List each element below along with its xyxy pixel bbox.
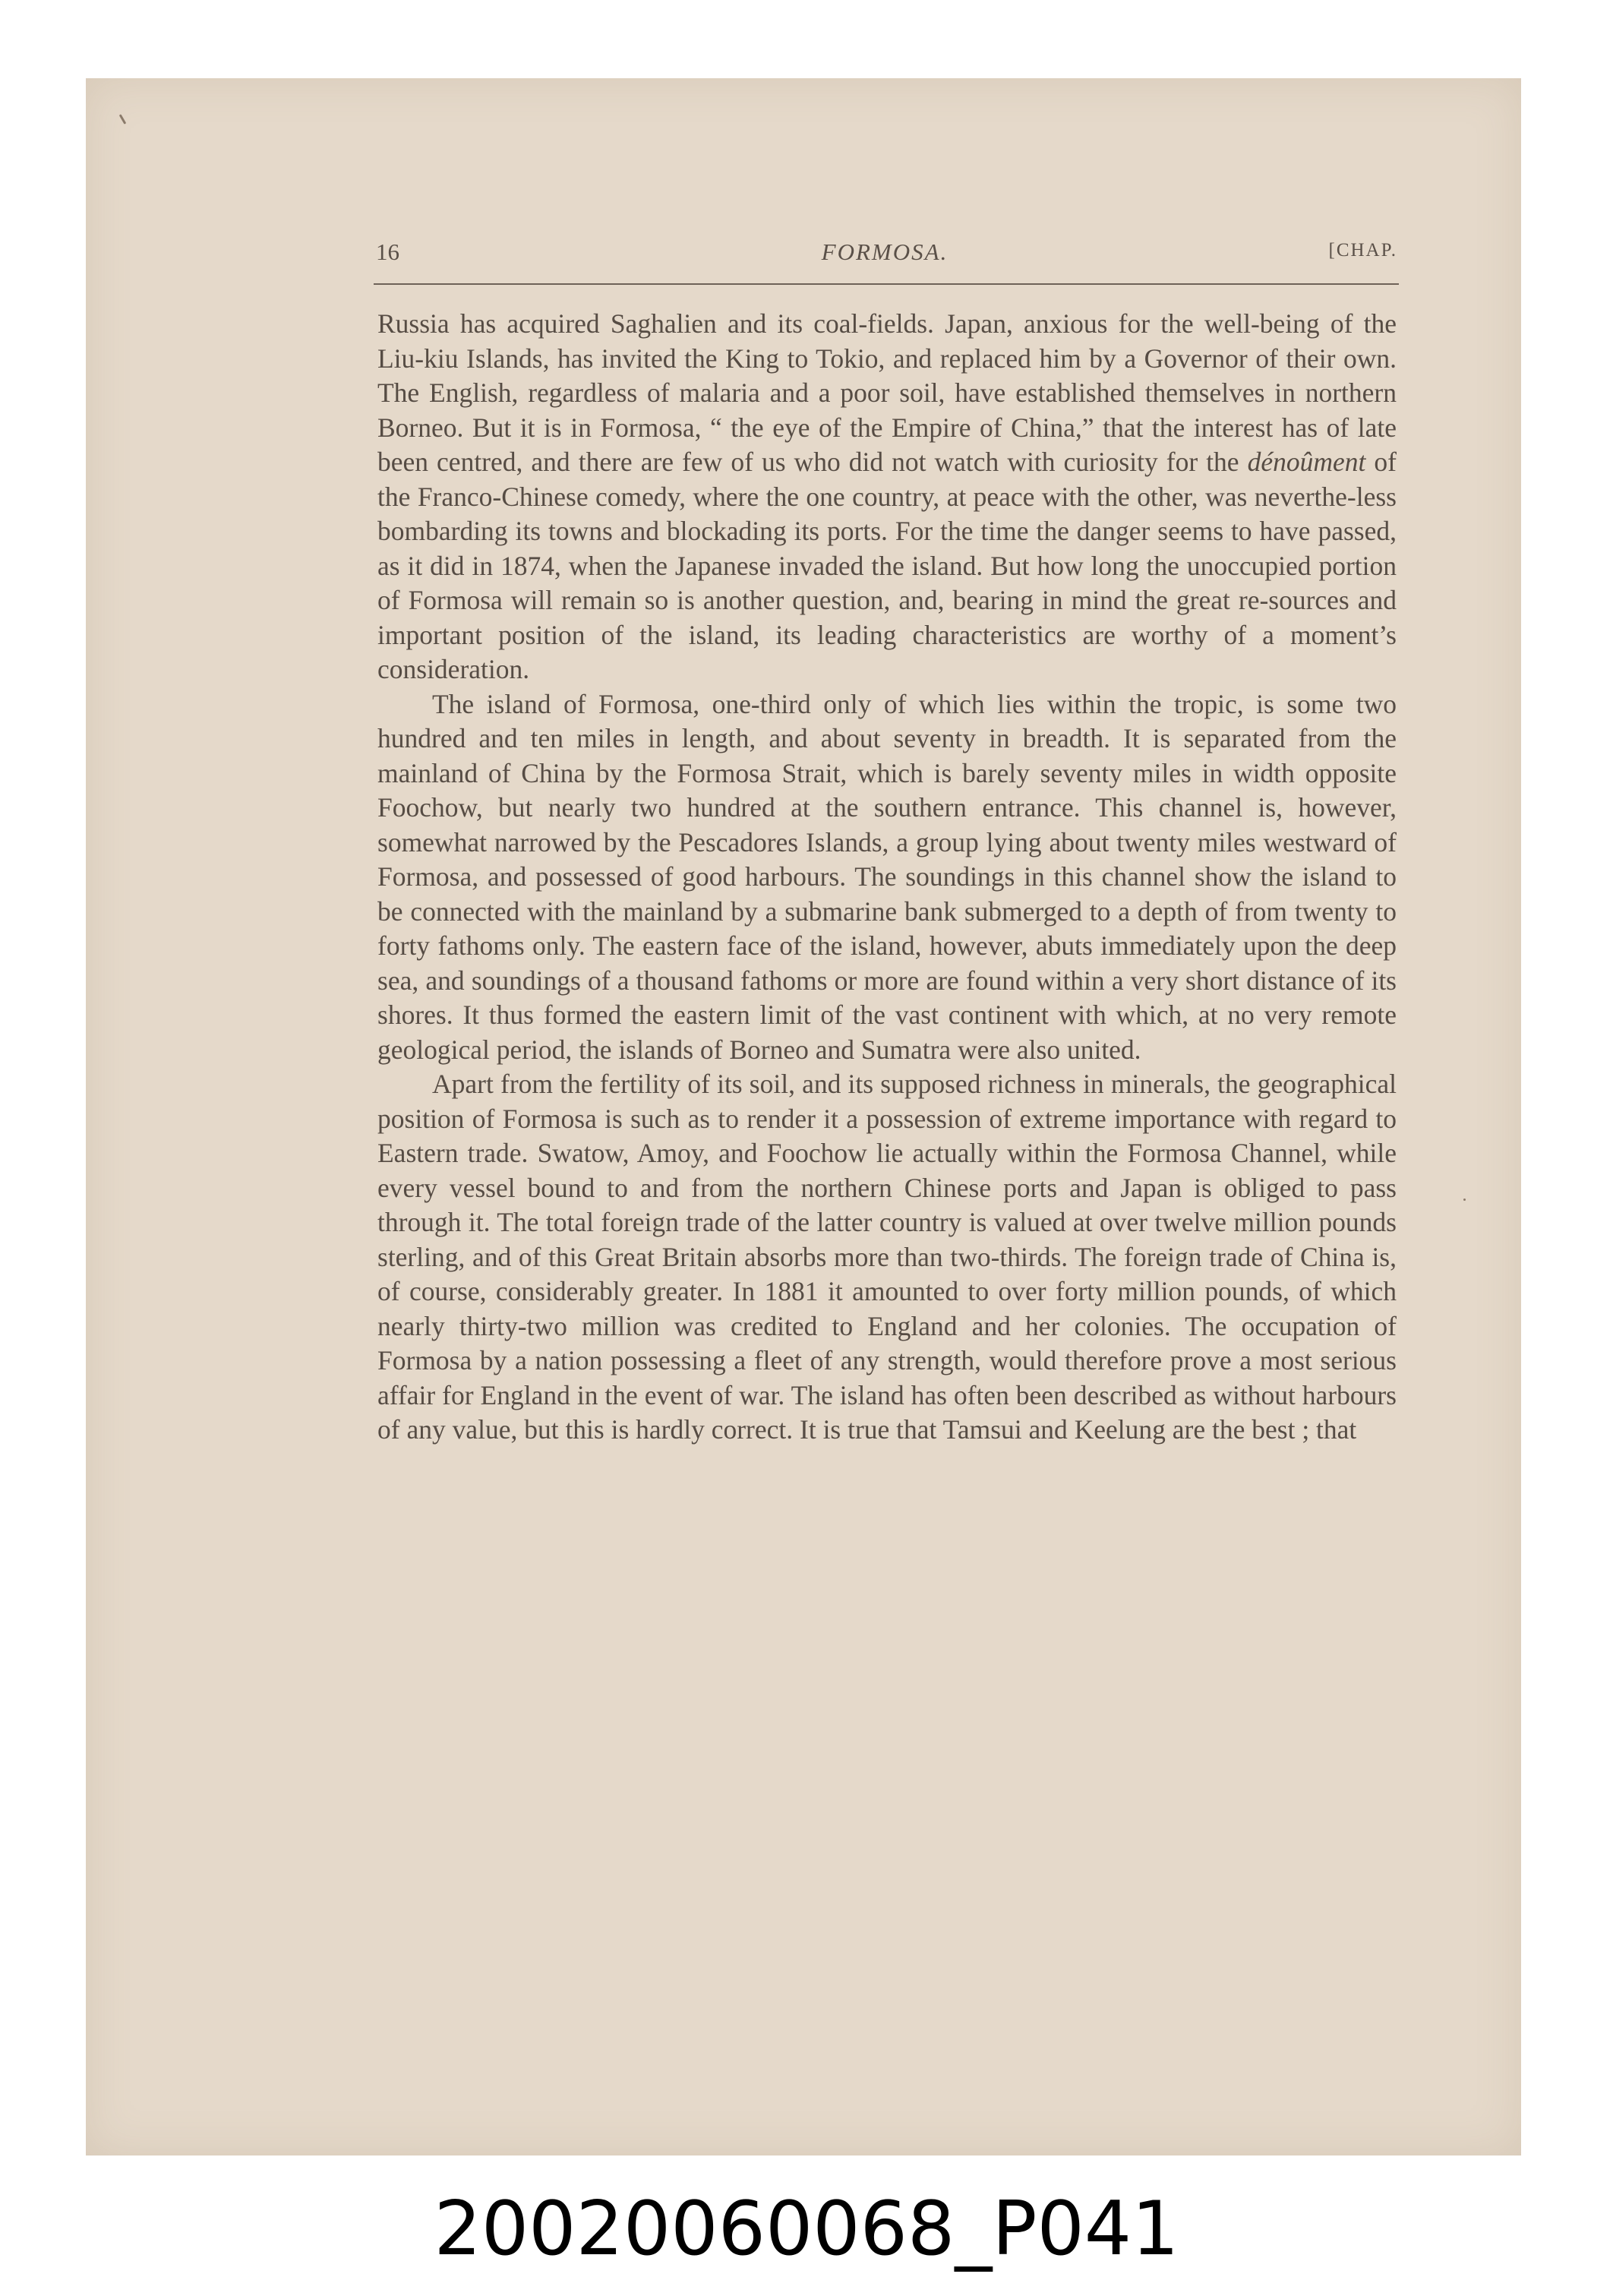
- page-number: 16: [376, 238, 399, 265]
- emphasis-denouement: dénoûment: [1247, 447, 1366, 477]
- paragraph-2: The island of Formosa, one-third only of which lies within the tropic, is some two hundred and ten miles in length, and about seventy in breadth. It is separated from the mainland of China by the Formosa Strait, which is barely seventy miles in width opposite Foochow, but nearly two hundred at the southern entrance. This channel is, however, somewhat narrowed by the Pescadores Islands, a group lying about twenty miles westward of Formosa, and possessed of good harbours. The soundings in this channel show the island to be connected with the mainland by a submarine bank submerged to a depth of from twenty to forty fathoms only. The eastern face of the island, however, abuts immediately upon the deep sea, and soundings of a thousand fathoms or more are found within a very short distance of its shores. It thus formed the eastern limit of the vast continent with which, at no very remote geological period, the islands of Borneo and Sumatra were also united.: [377, 688, 1397, 1065]
- paragraph-1-before: Russia has acquired Saghalien and its coal-fields. Japan, anxious for the well-being of the Liu-kiu Islands, has invited the King to Tokio, and replaced him by a Governor of their own. The English, regardless of malaria and a poor soil, have established themselves in northern Borneo. But it is in Formosa, “ the eye of the Empire of China,” that the interest has of late been centred, and there are few of us who did not watch with curiosity for the: [377, 308, 1397, 477]
- paragraph-1: [377, 307, 1397, 687]
- chapter-label: [CHAP.: [1328, 240, 1397, 261]
- image-caption: 20020060068_P041: [434, 2186, 1179, 2272]
- paper-speck: [1463, 1199, 1466, 1201]
- paragraph-1-after: of the Franco-Chinese comedy, where the one country, at peace with the other, was neverthe-less bombarding its towns and blockading its ports. For the time the danger seems to have passed, as it did in 1874, when the Japanese invaded the island. But how long the unoccupied portion of Formosa will remain so is another question, and, bearing in mind the great re-sources and important position of the island, its leading characteristics are worthy of a moment’s consideration.: [377, 447, 1397, 684]
- header-rule: [374, 283, 1399, 285]
- body-text: [377, 307, 1397, 1448]
- running-title: FORMOSA.: [821, 238, 949, 265]
- page-header: [372, 235, 1397, 278]
- paragraph-3: Apart from the fertility of its soil, and its supposed richness in minerals, the geographical position of Formosa is such as to render it a possession of extreme importance with regard to Eastern trade. Swatow, Amoy, and Foochow lie actually within the Formosa Channel, while every vessel bound to and from the northern Chinese ports and Japan is obliged to pass through it. The total foreign trade of the latter country is valued at over twelve million pounds sterling, and of this Great Britain absorbs more than two-thirds. The foreign trade of China is, of course, considerably greater. In 1881 it amounted to over forty million pounds, of which nearly thirty-two million was credited to England and her colonies. The occupation of Formosa by a nation possessing a fleet of any strength, would therefore prove a most serious affair for England in the event of war. The island has often been described as without harbours of any value, but this is hardly correct. It is true that Tamsui and Keelung are the best ; that: [377, 1069, 1397, 1445]
